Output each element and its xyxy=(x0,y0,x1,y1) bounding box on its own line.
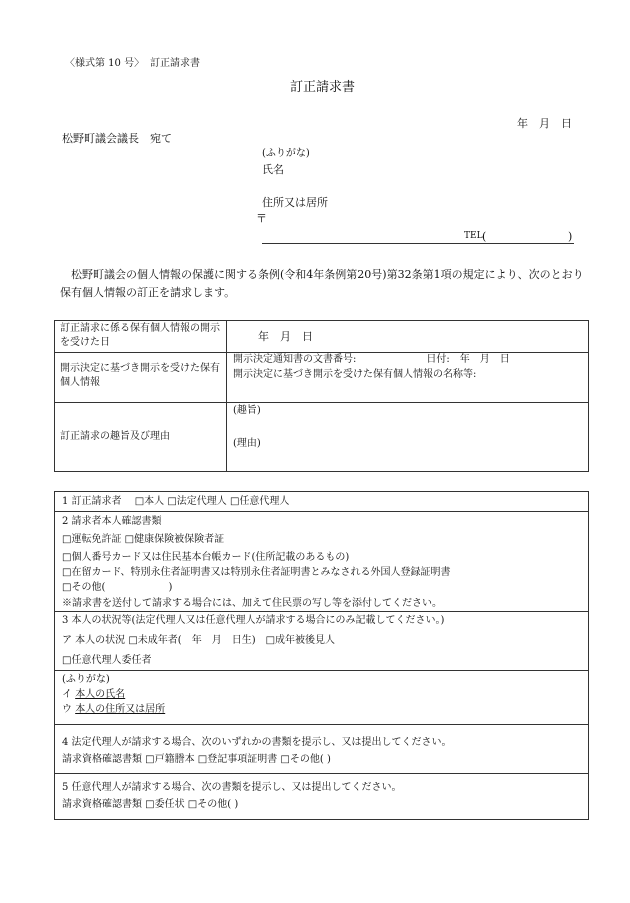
principal-status-options: ア 本人の状況 □未成年者( 年 月 日生) □成年被後見人 xyxy=(62,635,336,646)
purpose-reason-label: 訂正請求の趣旨及び理由 xyxy=(60,431,170,442)
principal-name-prefix: イ xyxy=(62,689,76,700)
principal-name xyxy=(62,688,125,701)
details-table-rule xyxy=(54,670,589,671)
principal-address-label: 本人の住所又は居所 xyxy=(75,704,166,715)
disclosure-date-value: 年 月 日 xyxy=(258,330,313,343)
tel-paren-open: ( xyxy=(482,230,487,243)
legal-agent-title: 4 法定代理人が請求する場合、次のいずれかの書類を提示し、又は提出してください。 xyxy=(62,737,452,748)
page-title: 訂正請求書 xyxy=(290,80,356,95)
tel-paren-close: ) xyxy=(568,230,573,243)
postal-mark: 〒 xyxy=(256,212,267,225)
principal-address-prefix: ウ xyxy=(62,704,76,715)
disclosure-date-label: 訂正請求に係る保有個人情報の開示を受けた日 xyxy=(60,323,220,348)
id-doc-license: □運転免許証 □健康保険被保険者証 xyxy=(62,534,225,545)
reason-field: (理由) xyxy=(233,438,261,449)
info-table-divider xyxy=(226,320,227,472)
voluntary-agent-documents: 請求資格確認書類 □委任状 □その他( ) xyxy=(62,799,239,810)
principal-address xyxy=(62,703,165,716)
id-doc-residence-card: □在留カード、特別永住者証明書又は特別永住者証明書とみなされる外国人登録証明書 xyxy=(62,567,451,578)
principal-status-delegator: □任意代理人委任者 xyxy=(62,655,152,666)
details-table-rule xyxy=(54,773,589,774)
info-table-rule xyxy=(54,402,589,403)
address-underline xyxy=(262,243,574,244)
name-label: 氏名 xyxy=(262,163,284,176)
document-number-field: 開示決定通知書の文書番号: 日付: 年 月 日 xyxy=(233,354,510,365)
disclosed-info-label: 開示決定に基づき開示を受けた保有個人情報 xyxy=(60,363,220,388)
disclosed-info-name-field: 開示決定に基づき開示を受けた保有個人情報の名称等: xyxy=(233,369,477,380)
address-label: 住所又は居所 xyxy=(262,196,328,209)
id-doc-note: ※請求書を送付して請求する場合には、加えて住民票の写し等を添付してください。 xyxy=(62,598,442,609)
details-table-rule xyxy=(54,511,589,512)
requester-type: 1 訂正請求者 □本人 □法定代理人 □任意代理人 xyxy=(62,496,290,507)
addressee: 松野町議会議長 宛て xyxy=(62,132,172,145)
principal-furigana: (ふりがな) xyxy=(62,674,110,685)
details-table-rule xyxy=(54,611,589,612)
form-number: 〈様式第 10 号〉 xyxy=(65,58,145,69)
form-name: 訂正請求書 xyxy=(150,58,200,69)
id-documents-title: 2 請求者本人確認書類 xyxy=(62,516,162,527)
furigana-label: (ふりがな) xyxy=(262,148,310,159)
details-table-rule xyxy=(54,724,589,725)
purpose-field: (趣旨) xyxy=(233,405,261,416)
voluntary-agent-title: 5 任意代理人が請求する場合、次の書類を提示し、又は提出してください。 xyxy=(62,782,402,793)
principal-status-title: 3 本人の状況等(法定代理人又は任意代理人が請求する場合にのみ記載してください。) xyxy=(62,615,445,626)
tel-label: TEL xyxy=(464,231,483,241)
request-date: 年 月 日 xyxy=(517,117,572,130)
intro-paragraph: 松野町議会の個人情報の保護に関する条例(令和4年条例第20号)第32条第1項の規定により、次のとおり保有個人情報の訂正を請求します。 xyxy=(60,268,584,299)
id-doc-mynumber: □個人番号カード又は住民基本台帳カード(住所記載のあるもの) xyxy=(62,552,350,563)
legal-agent-documents: 請求資格確認書類 □戸籍謄本 □登記事項証明書 □その他( ) xyxy=(62,754,331,765)
id-doc-other: □その他( ) xyxy=(62,582,173,593)
principal-name-label: 本人の氏名 xyxy=(75,689,126,700)
